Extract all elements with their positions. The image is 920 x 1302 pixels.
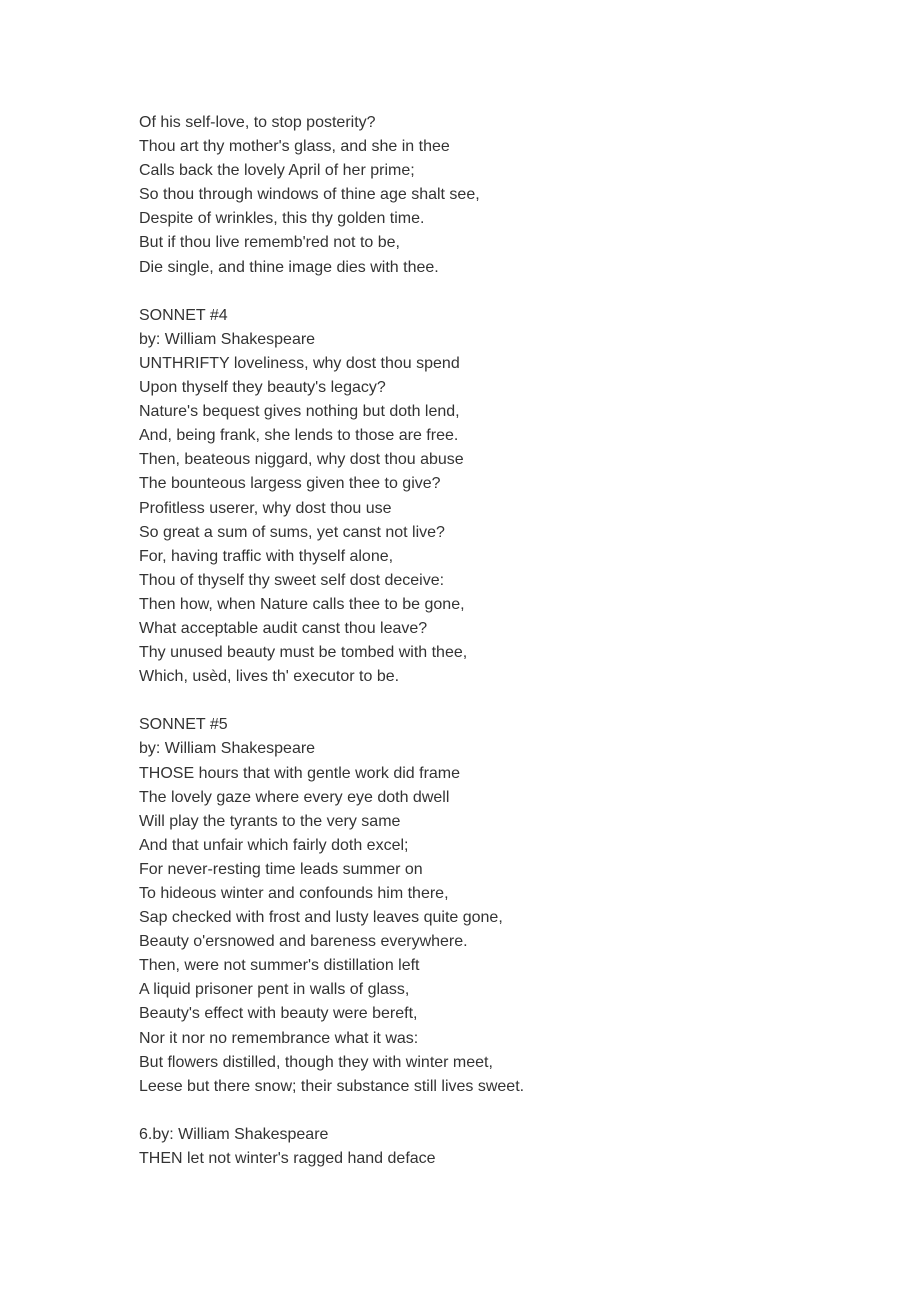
stanza-gap xyxy=(139,1099,839,1123)
poem-line: Thou of thyself thy sweet self dost deceive: xyxy=(139,571,445,589)
poem-line: Calls back the lovely April of her prime; xyxy=(139,162,415,180)
poem-line: And that unfair which fairly doth excel; xyxy=(139,836,409,854)
poem-line: So thou through windows of thine age shalt see, xyxy=(139,186,480,204)
sonnet-6-block xyxy=(139,1123,839,1171)
sonnet-5-block xyxy=(139,713,839,1099)
poem-line: Beauty's effect with beauty were bereft, xyxy=(139,1005,418,1023)
poem-line: But if thou live rememb'red not to be, xyxy=(139,234,400,252)
poem-line: A liquid prisoner pent in walls of glass, xyxy=(139,981,410,999)
poem-line: THOSE hours that with gentle work did frame xyxy=(139,764,461,782)
poem-fragment-block xyxy=(139,111,839,280)
poem-line: For never-resting time leads summer on xyxy=(139,860,423,878)
poem-line: Which, usèd, lives th' executor to be. xyxy=(139,668,400,686)
poem-line: Then, were not summer's distillation left xyxy=(139,957,420,975)
stanza-gap xyxy=(139,689,839,713)
poem-line: What acceptable audit canst thou leave? xyxy=(139,619,428,637)
poem-line: Leese but there snow; their substance still lives sweet. xyxy=(139,1077,525,1095)
sonnet-title: SONNET #4 xyxy=(139,306,228,324)
poem-line: And, being frank, she lends to those are free. xyxy=(139,427,459,445)
poem-line: But flowers distilled, though they with winter meet, xyxy=(139,1053,493,1071)
poem-line: Beauty o'ersnowed and bareness everywhere. xyxy=(139,933,468,951)
sonnet-author: 6.by: William Shakespeare xyxy=(139,1125,329,1143)
sonnet-author: by: William Shakespeare xyxy=(139,330,316,348)
poem-line: Will play the tyrants to the very same xyxy=(139,812,401,830)
poem-line: Sap checked with frost and lusty leaves quite gone, xyxy=(139,909,503,927)
stanza-gap xyxy=(139,280,839,304)
poem-line: UNTHRIFTY loveliness, why dost thou spend xyxy=(139,354,460,372)
poem-line: Die single, and thine image dies with thee. xyxy=(139,258,439,276)
poem-line: Then how, when Nature calls thee to be gone, xyxy=(139,595,465,613)
poem-line: So great a sum of sums, yet canst not live? xyxy=(139,523,445,541)
poem-text xyxy=(139,111,839,1171)
poem-line: The lovely gaze where every eye doth dwell xyxy=(139,788,450,806)
poem-line: For, having traffic with thyself alone, xyxy=(139,547,394,565)
sonnet-title: SONNET #5 xyxy=(139,716,228,734)
poem-line: Then, beateous niggard, why dost thou abuse xyxy=(139,451,464,469)
poem-line: Despite of wrinkles, this thy golden time. xyxy=(139,210,425,228)
poem-line: Thou art thy mother's glass, and she in thee xyxy=(139,138,450,156)
sonnet-author: by: William Shakespeare xyxy=(139,740,316,758)
sonnet-4-block xyxy=(139,304,839,690)
poem-line: THEN let not winter's ragged hand deface xyxy=(139,1150,436,1168)
poem-line: Nor it nor no remembrance what it was: xyxy=(139,1029,419,1047)
poem-line: Nature's bequest gives nothing but doth lend, xyxy=(139,403,460,421)
poem-line: Thy unused beauty must be tombed with thee, xyxy=(139,644,468,662)
poem-line: Of his self-love, to stop posterity? xyxy=(139,114,376,131)
poem-line: Profitless userer, why dost thou use xyxy=(139,499,392,517)
poem-line: Upon thyself they beauty's legacy? xyxy=(139,379,386,397)
poem-line: To hideous winter and confounds him there, xyxy=(139,885,449,902)
poem-line: The bounteous largess given thee to give? xyxy=(139,475,441,493)
